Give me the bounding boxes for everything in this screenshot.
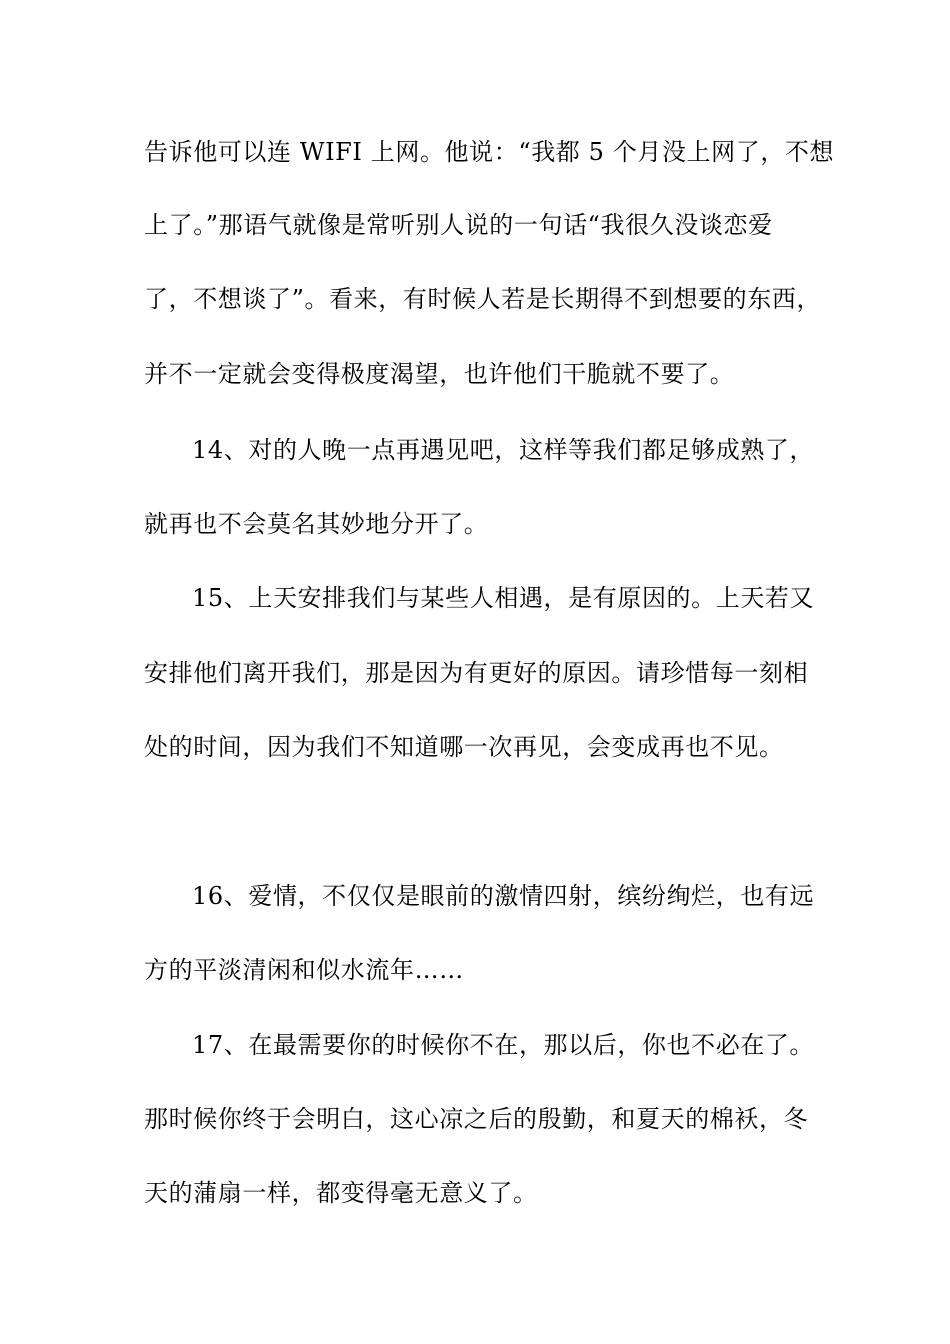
paragraph-14-line: 14、对的人晚一点再遇见吧，这样等我们都足够成熟了， (192, 436, 815, 464)
paragraph-17-line: 17、在最需要你的时候你不在，那以后，你也不必在了。 (192, 1031, 815, 1059)
paragraph-15-line: 处的时间，因为我们不知道哪一次再见，会变成再也不见。 (144, 733, 784, 761)
paragraph-14-line: 就再也不会莫名其妙地分开了。 (144, 510, 489, 538)
text-line: 上了。”那语气就像是常听别人说的一句话“我很久没谈恋爱 (144, 211, 773, 239)
paragraph-16-line: 16、爱情，不仅仅是眼前的激情四射，缤纷绚烂，也有远 (192, 882, 815, 910)
paragraph-17-line: 天的蒲扇一样，都变得毫无意义了。 (144, 1179, 538, 1207)
paragraph-17-line: 那时候你终于会明白，这心凉之后的殷勤，和夏天的棉袄，冬 (144, 1105, 809, 1133)
paragraph-15-line: 安排他们离开我们，那是因为有更好的原因。请珍惜每一刻相 (144, 659, 809, 687)
paragraph-16-line: 方的平淡清闲和似水流年…… (144, 956, 464, 984)
text-line: 了，不想谈了”。看来，有时候人若是长期得不到想要的东西， (144, 285, 822, 313)
text-line: 并不一定就会变得极度渴望，也许他们干脆就不要了。 (144, 360, 735, 388)
paragraph-15-line: 15、上天安排我们与某些人相遇，是有原因的。上天若又 (192, 584, 815, 612)
text-line: 告诉他可以连 WIFI 上网。他说：“我都 5 个月没上网了，不想 (144, 138, 835, 166)
